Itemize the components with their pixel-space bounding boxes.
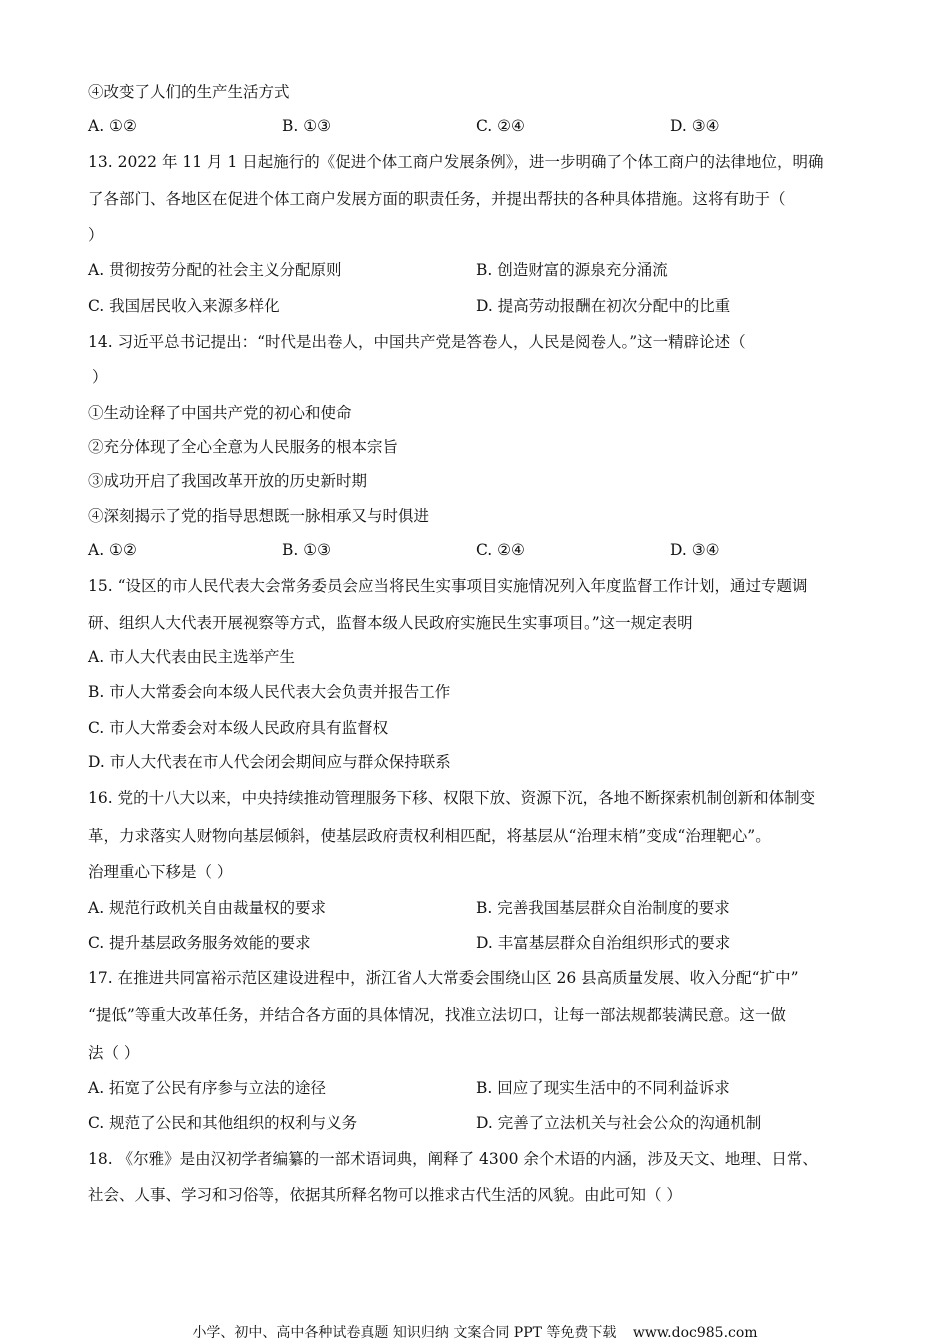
- q12-option-b: B. ①③: [282, 117, 332, 135]
- q17-option-d: D. 完善了立法机关与社会公众的沟通机制: [476, 1114, 762, 1132]
- q14-option-a: A. ①②: [88, 541, 137, 559]
- q16-option-d: D. 丰富基层群众自治组织形式的要求: [476, 934, 731, 952]
- q16-option-c: C. 提升基层政务服务效能的要求: [88, 934, 311, 952]
- q16-line-1: 16. 党的十八大以来，中央持续推动管理服务下移、权限下放、资源下沉，各地不断探索机制创新和体制变: [88, 789, 816, 807]
- q16-line-3: 治理重心下移是（ ）: [88, 863, 233, 881]
- q13-option-c: C. 我国居民收入来源多样化: [88, 297, 280, 315]
- q15-option-a: A. 市人大代表由民主选举产生: [88, 648, 296, 666]
- q12-option-d: D. ③④: [670, 117, 720, 135]
- q13-line-1: 13. 2022 年 11 月 1 日起施行的《促进个体工商户发展条例》，进一步明确了个体工商户的法律地位，明确: [88, 153, 824, 171]
- q14-option-b: B. ①③: [282, 541, 332, 559]
- q15-option-c: C. 市人大常委会对本级人民政府具有监督权: [88, 719, 389, 737]
- q17-option-c: C. 规范了公民和其他组织的权利与义务: [88, 1114, 358, 1132]
- q13-option-b: B. 创造财富的源泉充分涌流: [476, 261, 668, 279]
- q18-line-1: 18. 《尔雅》是由汉初学者编纂的一部术语词典，阐释了 4300 余个术语的内涵，涉及天文、地理、日常、: [88, 1150, 818, 1168]
- q18-line-2: 社会、人事、学习和习俗等，依据其所释名物可以推求古代生活的风貌。由此可知（ ）: [88, 1186, 682, 1204]
- q14-option-c: C. ②④: [476, 541, 525, 559]
- q14-item-2: ②充分体现了全心全意为人民服务的根本宗旨: [88, 438, 399, 456]
- footer-site-link[interactable]: www.doc985.com: [632, 1325, 758, 1341]
- q14-item-1: ①生动诠释了中国共产党的初心和使命: [88, 404, 352, 422]
- q17-line-1: 17. 在推进共同富裕示范区建设进程中，浙江省人大常委会围绕山区 26 县高质量发展、收入分配“扩中”: [88, 969, 799, 987]
- l0: ④改变了人们的生产生活方式: [88, 83, 290, 101]
- q12-option-a: A. ①②: [88, 117, 137, 135]
- q15-line-2: 研、组织人大代表开展视察等方式，监督本级人民政府实施民生实事项目。”这一规定表明: [88, 614, 693, 632]
- q17-line-2: “提低”等重大改革任务，并结合各方面的具体情况，找准立法切口，让每一部法规都装满民意。这一做: [88, 1006, 786, 1024]
- q16-option-a: A. 规范行政机关自由裁量权的要求: [88, 899, 327, 917]
- q13-option-a: A. 贯彻按劳分配的社会主义分配原则: [88, 261, 342, 279]
- q16-line-2: 革，力求落实人财物向基层倾斜，使基层政府责权利相匹配，将基层从“治理末梢”变成“治理靶心”。: [88, 827, 771, 845]
- q14-item-3: ③成功开启了我国改革开放的历史新时期: [88, 472, 368, 490]
- footer: [0, 1324, 950, 1342]
- q17-option-b: B. 回应了现实生活中的不同利益诉求: [476, 1079, 730, 1097]
- q13-line-3: ）: [88, 226, 104, 244]
- q13-line-2: 了各部门、各地区在促进个体工商户发展方面的职责任务，并提出帮扶的各种具体措施。这将有助于（: [88, 190, 786, 208]
- q14-option-d: D. ③④: [670, 541, 720, 559]
- q15-line-1: 15. “设区的市人民代表大会常务委员会应当将民生实事项目实施情况列入年度监督工作计划，通过专题调: [88, 577, 808, 595]
- q17-line-3: 法（ ）: [88, 1044, 140, 1062]
- q14-line-1: 14. 习近平总书记提出：“时代是出卷人，中国共产党是答卷人，人民是阅卷人。”这一精辟论述（: [88, 333, 746, 351]
- q15-option-d: D. 市人大代表在市人代会闭会期间应与群众保持联系: [88, 753, 451, 771]
- footer-text: 小学、初中、高中各种试卷真题 知识归纳 文案合同 PPT 等免费下载: [192, 1325, 617, 1341]
- q14-line-2: ）: [92, 368, 108, 386]
- q16-option-b: B. 完善我国基层群众自治制度的要求: [476, 899, 730, 917]
- q14-item-4: ④深刻揭示了党的指导思想既一脉相承又与时俱进: [88, 507, 430, 525]
- q15-option-b: B. 市人大常委会向本级人民代表大会负责并报告工作: [88, 683, 451, 701]
- q17-option-a: A. 拓宽了公民有序参与立法的途径: [88, 1079, 327, 1097]
- q12-option-c: C. ②④: [476, 117, 525, 135]
- q13-option-d: D. 提高劳动报酬在初次分配中的比重: [476, 297, 731, 315]
